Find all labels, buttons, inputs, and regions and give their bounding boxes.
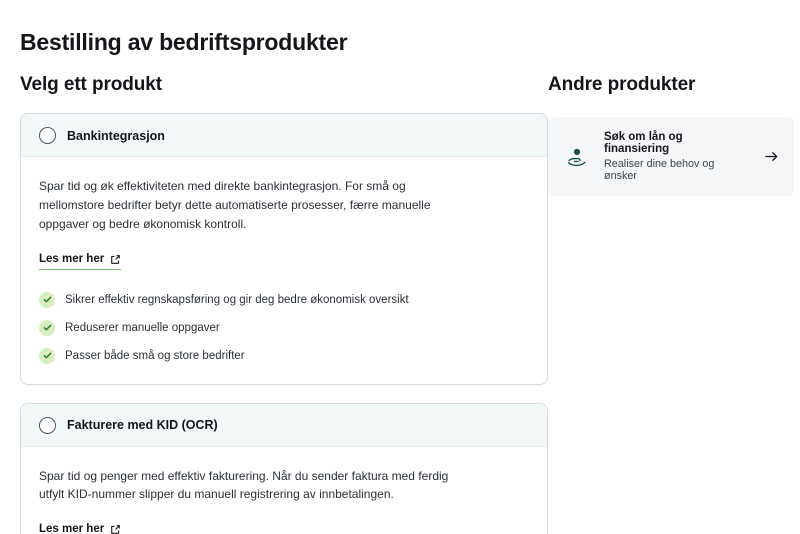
check-circle-icon [39, 292, 55, 308]
product-radio-button[interactable] [39, 127, 56, 144]
product-selection-column [0, 74, 548, 534]
read-more-link[interactable] [39, 253, 121, 270]
product-card-body [21, 157, 547, 384]
other-product-tile-loan[interactable] [548, 117, 794, 196]
tile-subtitle: Realiser dine behov og ønsker [604, 158, 715, 182]
product-card-header[interactable] [21, 404, 547, 447]
product-benefits-list [39, 292, 529, 364]
page-title: Bestilling av bedriftsprodukter [20, 29, 348, 56]
read-more-label: Les mer her [39, 523, 105, 534]
content-columns [0, 74, 800, 534]
product-title: Fakturere med KID (OCR) [67, 418, 218, 432]
read-more-label: Les mer her [39, 252, 105, 265]
check-circle-icon [39, 320, 55, 336]
product-card-body [21, 447, 547, 534]
product-description: Spar tid og penger med effektiv fakturering. Når du sender faktura med ferdig utfylt KID-nummer slipper du manuell registrering av innbetalingen. [39, 468, 449, 502]
external-link-icon [110, 524, 121, 534]
list-item [39, 292, 529, 308]
product-card[interactable] [20, 403, 548, 534]
list-item [39, 320, 529, 336]
tile-title: Søk om lån og finansiering [604, 131, 683, 155]
benefit-label: Passer både små og store bedrifter [65, 349, 245, 362]
product-radio-button[interactable] [39, 417, 56, 434]
product-description: Spar tid og øk effektiviteten med direkte bankintegrasjon. For små og mellomstore bedrifter betyr dette automatiserte prosesser, færre manuelle oppgaver og bedre økonomisk kontroll. [39, 179, 431, 231]
loan-hand-coin-icon [564, 144, 590, 170]
other-products-column [548, 74, 800, 534]
tile-text [604, 131, 748, 182]
benefit-label: Reduserer manuelle oppgaver [65, 321, 220, 334]
read-more-link[interactable] [39, 523, 121, 534]
product-card-header[interactable] [21, 114, 547, 157]
benefit-label: Sikrer effektiv regnskapsføring og gir deg bedre økonomisk oversikt [65, 293, 409, 306]
check-circle-icon [39, 348, 55, 364]
section-heading-other-products: Andre produkter [548, 74, 696, 95]
arrow-right-icon [762, 148, 780, 166]
external-link-icon [110, 254, 121, 265]
section-heading-select-product: Velg ett produkt [20, 74, 162, 95]
product-title: Bankintegrasjon [67, 128, 165, 143]
product-card[interactable] [20, 113, 548, 385]
list-item [39, 348, 529, 364]
